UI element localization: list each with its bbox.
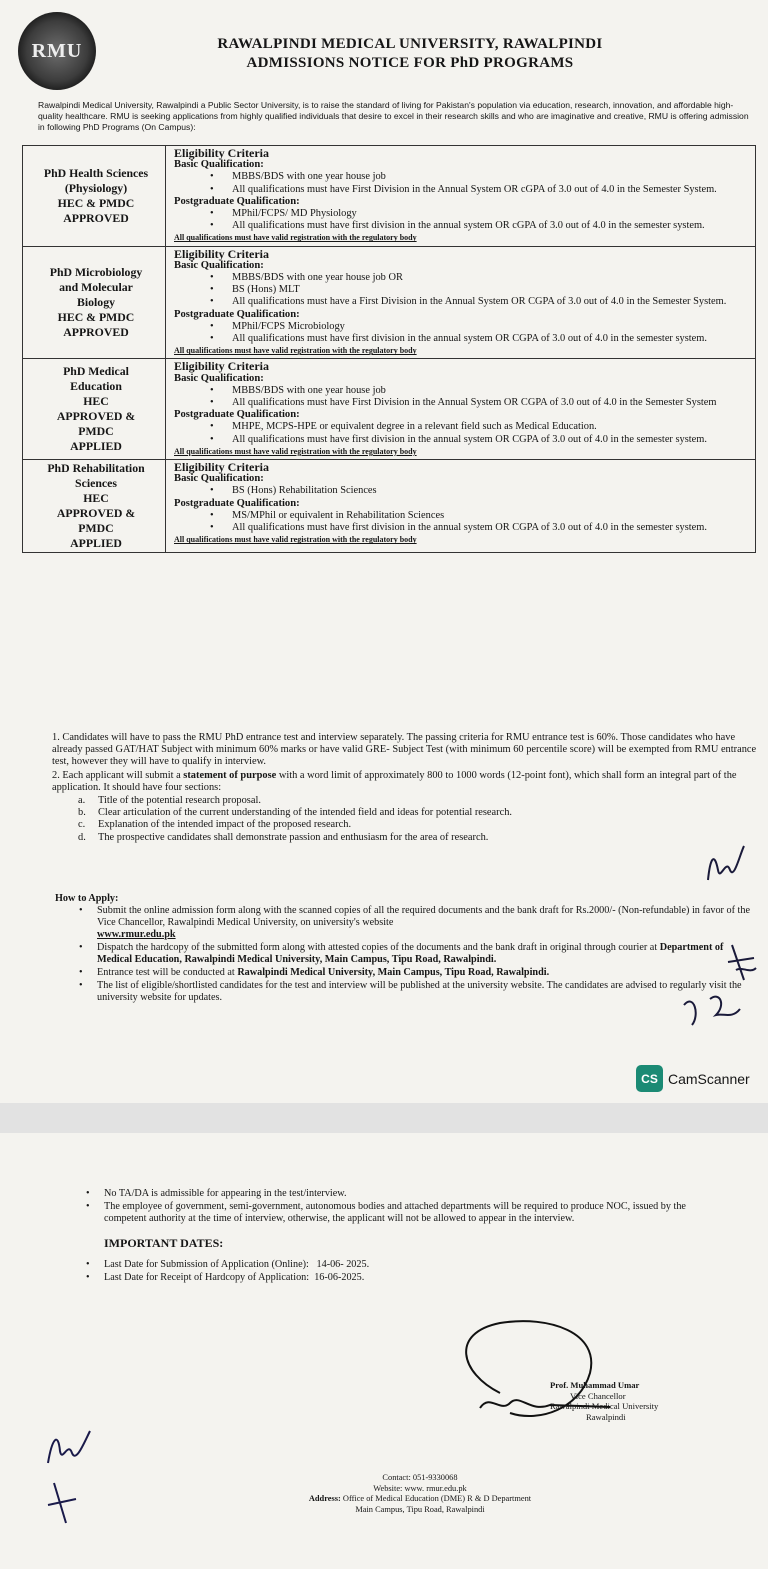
program-name-line: Sciences [75,476,117,491]
pg-qualification-item: • All qualifications must have first division in the annual system OR CGPA of 3.0 out of 4.0 in the semester system. [232,333,751,345]
pg-qualification-item: • MPhil/FCPS Microbiology [232,321,751,333]
title-line-1: RAWALPINDI MEDICAL UNIVERSITY, RAWALPINDI [217,36,603,52]
note-2 [52,770,760,794]
program-name [23,246,166,359]
pg-qualification-item: • MHPE, MCPS-HPE or equivalent degree in a relevant field such as Medical Education. [232,421,751,433]
program-name-line: HEC [83,394,109,409]
basic-qualification-item: • BS (Hons) MLT [232,284,751,296]
registration-note: All qualifications must have valid registration with the regulatory body [174,535,417,545]
eligibility-heading: Eligibility Criteria [174,359,269,374]
basic-qualification-label: Basic Qualification: [174,159,264,171]
handwritten-initial-3 [680,985,750,1030]
pg-qualification-item: • MS/MPhil or equivalent in Rehabilitation Sciences [232,510,751,522]
note-section-item [78,807,760,819]
pg-qualification-item: • All qualifications must have first division in the annual system OR cGPA of 3.0 out of 4.0 in the semester system. [232,220,751,232]
note-section-text: The prospective candidates shall demonstrate passion and enthusiasm for the area of research. [98,831,489,843]
note-section-item [78,795,760,807]
program-row [23,246,756,359]
footer-campus: Main Campus, Tipu Road, Rawalpindi [355,1504,485,1514]
note-section-letter: a. [78,795,86,807]
handwritten-initial-1 [700,840,750,890]
note-section-text: Title of the potential research proposal. [98,795,261,807]
date-online-value: 14-06- 2025. [316,1259,370,1270]
camscanner-label: CamScanner [668,1070,750,1087]
footer [250,1473,590,1515]
apply-step-online [97,905,760,941]
program-name-line: APPROVED [63,210,129,225]
pg-qualification-label: Postgraduate Qualification: [174,308,300,320]
condition-tada: • No TA/DA is admissible for appearing in the test/interview. [104,1188,722,1200]
program-name-line: HEC & PMDC [57,195,135,210]
signatory-city: Rawalpindi [586,1411,626,1422]
program-name [23,146,166,247]
program-name-line: PhD Medical [63,364,129,379]
registration-note: All qualifications must have valid registration with the regulatory body [174,346,417,356]
how-to-apply-heading: How to Apply: [55,893,119,904]
registration-note: All qualifications must have valid registration with the regulatory body [174,446,417,456]
basic-qualification-item: • All qualifications must have a First Division in the Annual System OR CGPA of 3.0 out of 4.0 in the Semester System. [232,296,751,308]
program-name-line: PhD Microbiology [49,265,143,280]
program-name [23,460,166,553]
program-name-line: PhD Rehabilitation [47,461,145,476]
date-hardcopy-row [104,1272,722,1284]
apply-step-hardcopy [97,942,760,966]
pg-qualification-item: • All qualifications must have first division in the annual system OR CGPA of 3.0 out of 4.0 in the semester system. [232,522,751,534]
date-hardcopy-label: Last Date for Receipt of Hardcopy of Application: [104,1272,310,1283]
program-name-line: and Molecular [59,280,133,295]
footer-website: Website: www. rmur.edu.pk [373,1483,467,1493]
note-section-letter: c. [78,819,86,831]
program-criteria [166,460,756,553]
signatory-org: Rawalpindi Medical University [550,1401,659,1412]
date-online-row [104,1259,722,1271]
eligibility-heading: Eligibility Criteria [174,246,269,261]
program-criteria [166,146,756,247]
program-row [23,146,756,247]
handwritten-initials-left [40,1423,100,1533]
basic-qualification-label: Basic Qualification: [174,372,264,384]
program-name-line: HEC [83,491,109,506]
program-name-line: PhD Health Sciences [43,165,149,180]
program-name [23,359,166,460]
program-name-line: APPROVED [63,325,129,340]
signatory-title: Vice Chancellor [570,1390,626,1401]
note-section-text: Clear articulation of the current understanding of the intended field and ideas for potential research. [98,807,513,819]
apply-step-list: • The list of eligible/shortlisted candidates for the test and interview will be published at the university website. The candidates are advised to regularly visit the university website for updates. [97,980,760,1004]
program-name-line: PMDC [78,424,114,439]
basic-qualification-item: • BS (Hons) Rehabilitation Sciences [232,485,751,497]
pg-qualification-label: Postgraduate Qualification: [174,497,300,509]
note-2-bold: statement of purpose [183,769,277,781]
footer-address [250,1494,590,1505]
note-section-item [78,832,760,844]
program-name-line: PMDC [78,521,114,536]
program-name-line: APPROVED & [56,506,136,521]
footer-address-text: Office of Medical Education (DME) R & D Department [340,1494,532,1504]
program-criteria [166,359,756,460]
website-link[interactable]: www.rmur.edu.pk [97,929,176,940]
page-2 [0,1133,768,1569]
note-2-text: 2. Each applicant will submit a [52,769,184,781]
registration-note: All qualifications must have valid registration with the regulatory body [174,233,417,243]
footer-contact: Contact: 051-9330068 [382,1473,458,1482]
handwritten-initial-2 [722,940,762,985]
camscanner-icon: CS [636,1065,663,1092]
date-hardcopy-value: 16-06-2025. [314,1272,365,1283]
condition-noc: • The employee of government, semi-government, autonomous bodies and attached departments will be required to produce NOC, issued by the competent authority at the time of interview, otherwise, the applicant will not be allowed to appear in the interview. [104,1201,722,1225]
apply-step-test [97,967,760,979]
basic-qualification-item: • All qualifications must have First Division in the Annual System OR cGPA of 3.0 out of 4.0 in the Semester System. [232,184,751,196]
apply-step-online-text: Submit the online admission form along with the scanned copies of all the required documents and the bank draft for Rs.2000/- (Non-refundable) in favor of the Vice Chancellor, Rawalpindi Medical University, on university's website [97,905,750,928]
date-online-label: Last Date for Submission of Application (Online): [104,1259,309,1270]
eligibility-heading: Eligibility Criteria [174,460,269,475]
general-conditions [62,1188,722,1285]
program-name-line: Biology [76,295,116,310]
signature-block [550,1380,730,1422]
pg-qualification-item: • MPhil/FCPS/ MD Physiology [232,208,751,220]
note-1: 1. Candidates will have to pass the RMU PhD entrance test and interview separately. The passing criteria for RMU entrance test is 60%. Those candidates who have already passed GAT/HAT Subject with minimum 60% marks or have valid GRE- Subject Test (with minimum 60 percentile score) will be exempted from RMU entrance test, however they will have to qualify in interview. [52,732,757,768]
note-2-text-end: with a word limit of approximately 800 to 1000 words (12-point font), which shall form an integral part of the application. It should have four sections: [52,769,737,793]
apply-step-test-text: Entrance test will be conducted at [97,967,238,978]
basic-qualification-label: Basic Qualification: [174,473,264,485]
program-name-line: APPLIED [70,439,122,454]
notes-section [52,732,760,844]
basic-qualification-item: • All qualifications must have First Division in the Annual System OR CGPA of 3.0 out of 4.0 in the Semester System [232,397,751,409]
basic-qualification-item: • MBBS/BDS with one year house job OR [232,272,751,284]
apply-step-hardcopy-text: Dispatch the hardcopy of the submitted form along with attested copies of the documents and the bank draft in original through courier at [97,942,660,953]
basic-qualification-item: • MBBS/BDS with one year house job [232,385,751,397]
program-name-line: (Physiology) [64,180,128,195]
program-row [23,460,756,553]
how-to-apply [55,893,760,1005]
university-logo [18,12,96,90]
pg-qualification-label: Postgraduate Qualification: [174,409,300,421]
program-row [23,359,756,460]
footer-address-label: Address: [308,1494,341,1504]
logo-text: RMU [31,39,83,62]
apply-step-hardcopy-address: Department of Medical Education, Rawalpindi Medical University, Main Campus, Tipu Road, Rawalpindi. [97,942,724,965]
page-gap [0,1103,768,1133]
pg-qualification-item: • All qualifications must have first division in the annual system OR CGPA of 3.0 out of 4.0 in the semester system. [232,434,751,446]
title-line-2: ADMISSIONS NOTICE FOR PhD PROGRAMS [246,55,574,71]
note-section-letter: d. [78,831,86,843]
basic-qualification-label: Basic Qualification: [174,259,264,271]
program-criteria [166,246,756,359]
apply-step-test-venue: Rawalpindi Medical University, Main Campus, Tipu Road, Rawalpindi. [237,967,550,978]
program-name-line: Education [70,379,122,394]
program-name-line: APPLIED [70,536,122,551]
note-section-item [78,819,760,831]
program-name-line: HEC & PMDC [57,310,135,325]
programs-table [22,145,756,553]
important-dates-heading: IMPORTANT DATES: [104,1236,224,1250]
basic-qualification-item: • MBBS/BDS with one year house job [232,171,751,183]
note-sections-list [52,795,760,844]
pg-qualification-label: Postgraduate Qualification: [174,195,300,207]
eligibility-heading: Eligibility Criteria [174,146,269,160]
signatory-name: Prof. Muhammad Umar [550,1380,640,1390]
intro-paragraph: Rawalpindi Medical University, Rawalpindi a Public Sector University, is to raise the standard of living for Pakistan's population via education, research, innovation, and affordable high-quality healthcare. RMU is seeking applications from highly qualified individuals that desire to excel in their research skills and who are imaginative and creative, RMU is offering admission in following PhD Programs (On Campus): [38,100,749,132]
program-name-line: APPROVED & [56,409,136,424]
camscanner-watermark [636,1065,750,1092]
note-section-letter: b. [78,807,86,819]
note-section-text: Explanation of the intended impact of the proposed research. [98,819,352,831]
